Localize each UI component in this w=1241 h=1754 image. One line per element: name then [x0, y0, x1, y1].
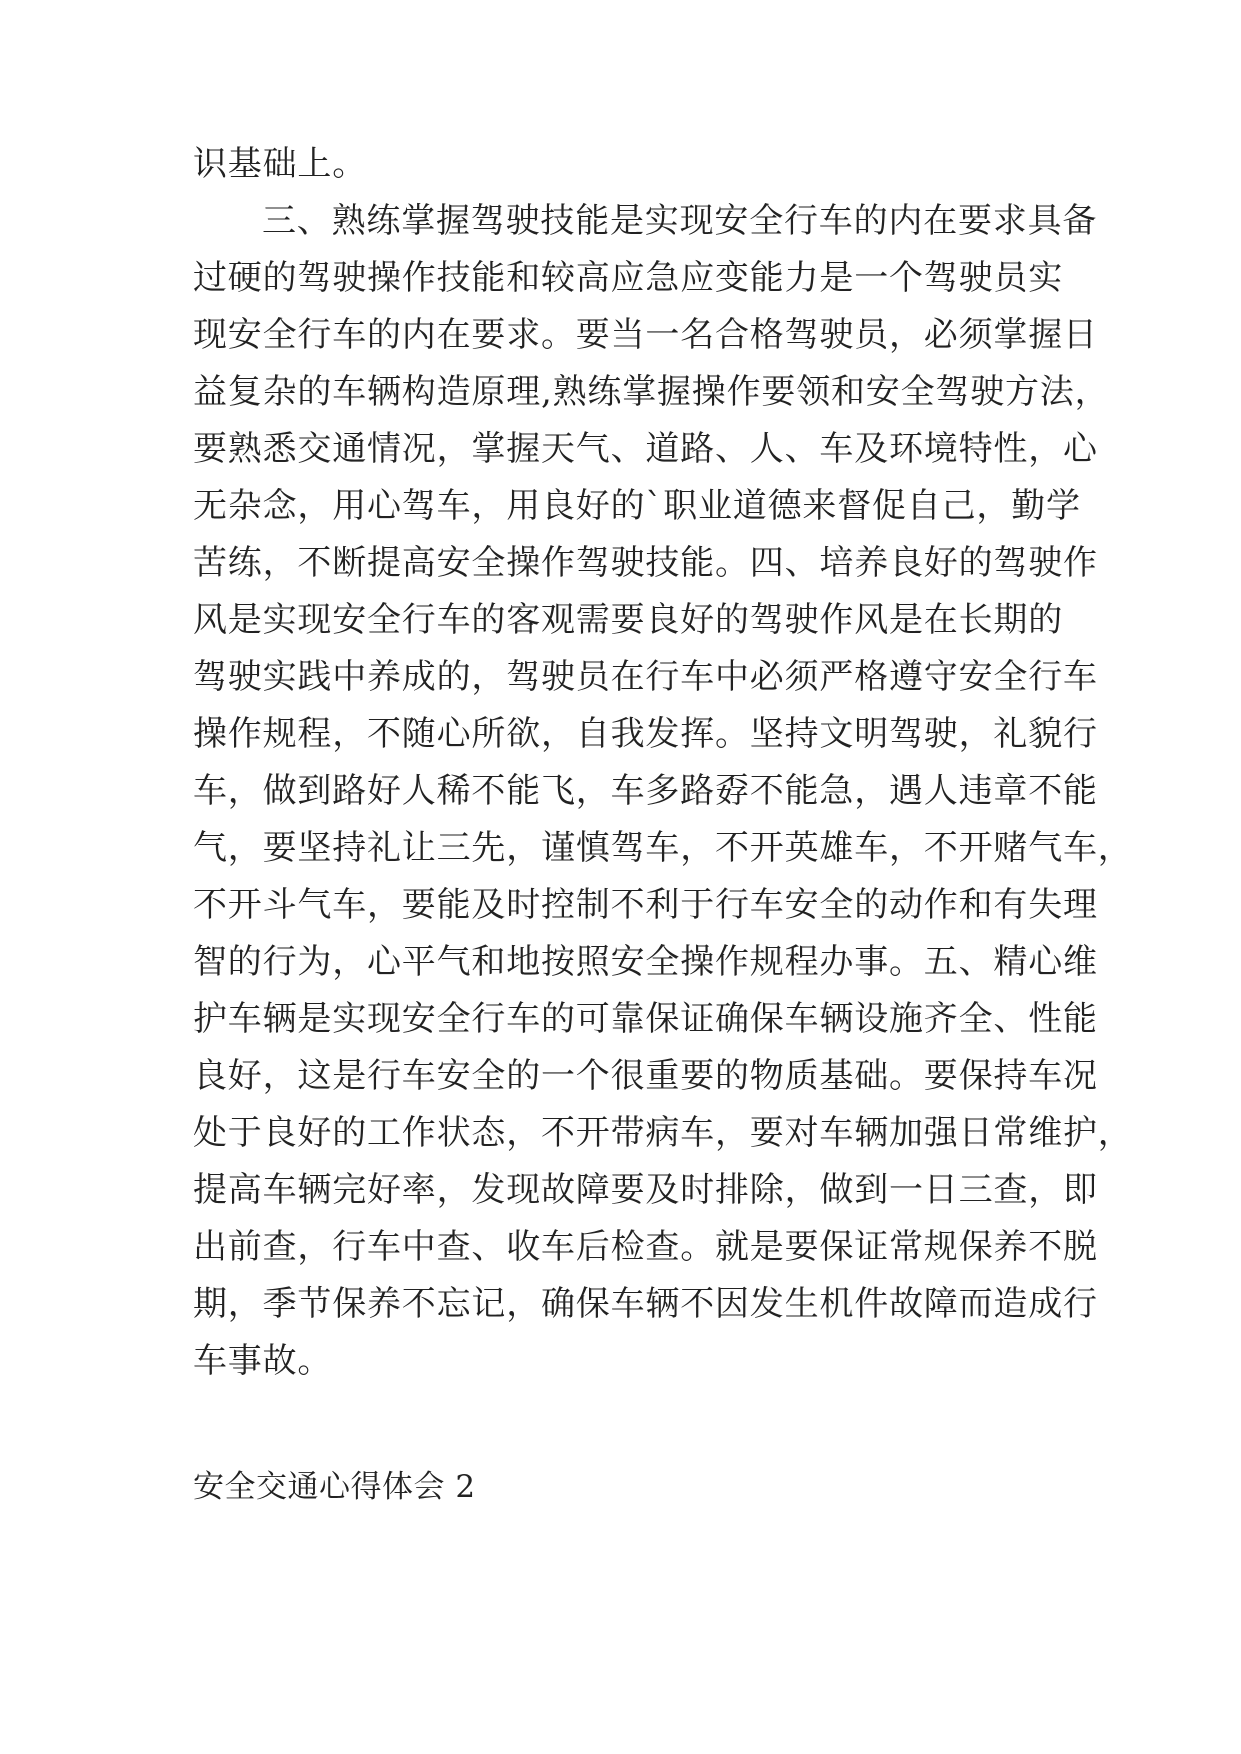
paragraph-line: 车，做到路好人稀不能飞，车多路孬不能急，遇人违章不能 — [193, 771, 1098, 811]
paragraph-line: 良好，这是行车安全的一个很重要的物质基础。要保持车况 — [193, 1056, 1098, 1096]
section-heading: 安全交通心得体会 2 — [193, 1469, 476, 1505]
paragraph-line: 苦练，不断提高安全操作驾驶技能。四、培养良好的驾驶作 — [193, 543, 1098, 583]
paragraph-line: 益复杂的车辆构造原理,熟练掌握操作要领和安全驾驶方法， — [193, 372, 1110, 412]
paragraph-line: 不开斗气车，要能及时控制不利于行车安全的动作和有失理 — [193, 885, 1098, 925]
paragraph-line: 风是实现安全行车的客观需要良好的驾驶作风是在长期的 — [193, 600, 1063, 640]
paragraph-line: 提高车辆完好率，发现故障要及时排除，做到一日三查，即 — [193, 1170, 1098, 1210]
paragraph-line: 护车辆是实现安全行车的可靠保证确保车辆设施齐全、性能 — [193, 999, 1098, 1039]
paragraph-line: 车事故。 — [193, 1341, 333, 1381]
paragraph-line: 过硬的驾驶操作技能和较高应急应变能力是一个驾驶员实 — [193, 258, 1063, 298]
paragraph-line: 处于良好的工作状态，不开带病车，要对车辆加强日常维护， — [193, 1113, 1133, 1153]
paragraph-line: 识基础上。 — [193, 144, 367, 184]
paragraph-line: 无杂念，用心驾车，用良好的`职业道德来督促自己，勤学 — [193, 486, 1081, 526]
paragraph-line: 期，季节保养不忘记，确保车辆不因发生机件故障而造成行 — [193, 1284, 1098, 1324]
paragraph-line: 操作规程，不随心所欲，自我发挥。坚持文明驾驶，礼貌行 — [193, 714, 1098, 754]
paragraph-line: 气，要坚持礼让三先，谨慎驾车，不开英雄车，不开赌气车， — [193, 828, 1133, 868]
paragraph-line: 驾驶实践中养成的，驾驶员在行车中必须严格遵守安全行车 — [193, 657, 1098, 697]
paragraph-line: 现安全行车的内在要求。要当一名合格驾驶员，必须掌握日 — [193, 315, 1098, 355]
paragraph-line: 智的行为，心平气和地按照安全操作规程办事。五、精心维 — [193, 942, 1098, 982]
paragraph-line: 出前查，行车中查、收车后检查。就是要保证常规保养不脱 — [193, 1227, 1098, 1267]
paragraph-line: 三、熟练掌握驾驶技能是实现安全行车的内在要求具备 — [262, 201, 1098, 241]
paragraph-line: 要熟悉交通情况，掌握天气、道路、人、车及环境特性，心 — [193, 429, 1098, 469]
